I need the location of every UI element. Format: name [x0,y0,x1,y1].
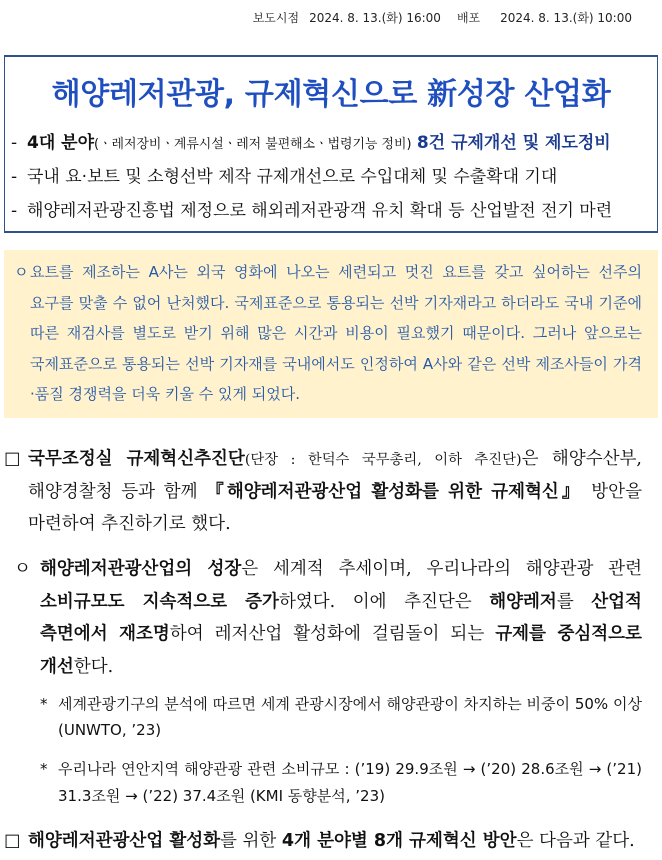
example-case-text: 요트를 제조하는 A사는 외국 영화에 나오는 세련되고 멋진 요트를 갖고 싶어하는 선주의 요구를 맞출 수 없어 난처했다. 국제표준으로 통용되는 선박 기자재라고 하더라도 국내 기준에 따른 재검사를 별도로 받기 위해 많은 시간과 비용이 필요했기 때문이다. 그러나 앞으로는 국제표준으로 통용되는 선박 기자재를 국내에서도 인정하여 A사와 같은 선박 제조사들이 가격·품질 경쟁력을 더욱 키울 수 있게 되었다. [30,263,642,403]
bullet-dash: - [11,133,18,153]
example-case-box [4,250,658,418]
bullet-dash: - [11,167,18,187]
embargo-label: 보도시점 [252,11,300,25]
text-run-bold: 산업적 측면에서 재조명 [40,591,642,644]
headline-title: 해양레저관광, 규제혁신으로 新성장 산업화 [51,77,611,112]
text-run-bold: 국무조정실 규제혁신추진단 [28,449,245,469]
headline-bullet-text: 해양레저관광진흥법 제정으로 해외레저관광객 유치 확대 등 산업발전 전기 마련 [27,201,613,221]
text-run-bold: 4개 분야별 8개 규제혁신 방안 [281,831,517,851]
footnote-text: 세계관광기구의 분석에 따르면 세계 관광시장에서 해양관광이 차지하는 비중이 50% 이상(UNWTO, ’23) [58,695,642,739]
square-bullet-marker: □ [4,449,21,469]
headline-bullet-3 [11,194,651,228]
headline-bullet-1 [11,126,651,160]
text-run-bold: 해양레저 [489,591,557,612]
text-run-small: (단장 : 한덕수 국무총리, 이하 추진단) [244,452,522,468]
body-paragraph-3 [4,825,642,857]
text-run: 한다. [73,656,114,677]
circle-bullet-marker: ㅇ [14,263,29,281]
release-time: 2024. 8. 13.(화) 10:00 [500,11,632,25]
square-bullet-marker: □ [4,831,21,851]
bullet-tail-bold: 8건 규제개선 및 제도정비 [416,133,611,153]
bullet-lead-bold: 4대 분야 [27,133,95,153]
asterisk-marker: * [40,695,48,713]
bullet-detail-small: (ㆍ레저장비ㆍ계류시설ㆍ레저 불편해소ㆍ법령기능 정비) [94,137,412,152]
text-run-bold: 해양레저관광산업의 성장 [40,559,242,579]
embargo-time: 2024. 8. 13.(화) 16:00 [309,11,441,25]
footnote-1 [40,691,642,743]
text-run: 은 다음과 같다. [516,831,635,851]
body-paragraph-2 [14,553,642,683]
text-run: 하였다. 이에 추진단은 [278,591,472,612]
text-run: 를 위한 [220,831,277,851]
headline-bullets [11,126,651,228]
headline-bullet-text [27,126,651,160]
circle-bullet-marker: ㅇ [14,559,31,579]
asterisk-marker: * [40,760,48,778]
text-run: 하여 레저산업 활성화에 걸림돌이 되는 [169,624,485,644]
text-run: 은 세계적 추세이며, 우리나라의 해양관광 관련 [241,559,642,579]
text-run-bold: 규제를 중심적으로 개선 [40,624,642,677]
text-run: 방안을 마련하여 추진하기로 했다. [28,482,642,534]
release-schedule [0,10,662,26]
bullet-dash: - [11,201,18,221]
headline-bullet-text: 국내 요·보트 및 소형선박 제작 규제개선으로 수입대체 및 수출확대 기대 [27,167,558,187]
footnote-2 [40,756,642,810]
text-run-bold: 『해양레저관광산업 활성화를 위한 규제혁신』 [206,482,583,502]
text-run: 를 [556,591,574,612]
release-label: 배포 [456,11,481,25]
headline-box [4,55,658,233]
text-run-bold: 해양레저관광산업 활성화 [28,831,221,851]
text-run: 은 해양수산부, 해양경찰청 등과 함께 [28,449,642,502]
headline-bullet-2 [11,160,651,194]
footnote-text: 우리나라 연안지역 해양관광 관련 소비규모 : (’19) 29.9조원 → (’20) 28.6조원 → (’21) 31.3조원 → (’22) 37.4조원 (KMI 동향분석, ’23) [58,760,642,805]
text-run-bold: 소비규모도 지속적으로 증가 [40,591,279,612]
body-paragraph-1 [4,443,642,540]
